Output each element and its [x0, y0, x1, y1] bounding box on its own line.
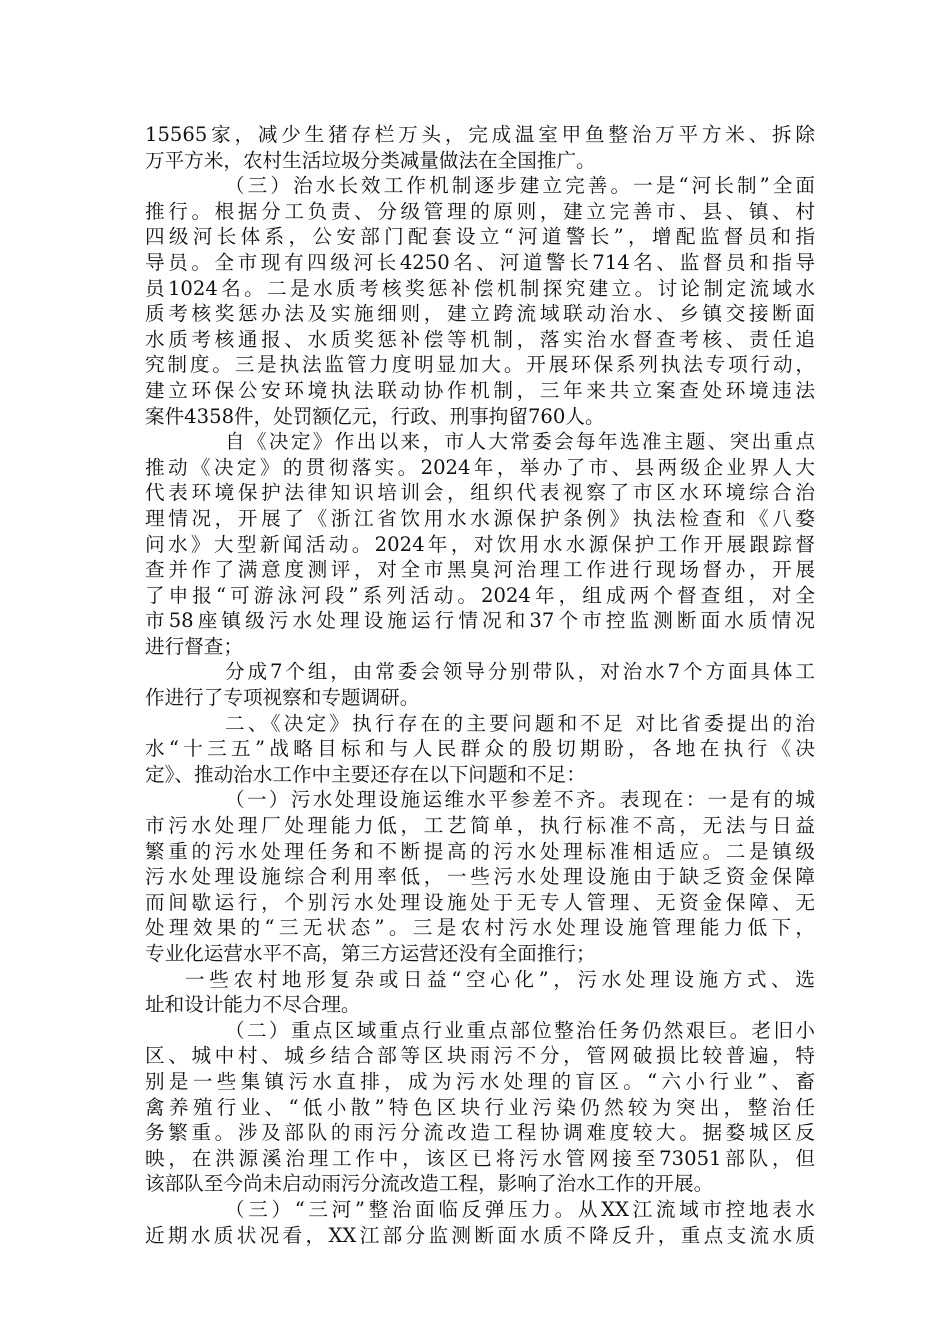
text-line: （一）污水处理设施运维水平参差不齐。表现在：一是有的城: [225, 788, 815, 812]
text-line: 导员。全市现有四级河长4250名、河道警长714名、监督员和指导: [145, 250, 815, 274]
text-line: 了申报“可游泳河段”系列活动。2024年，组成两个督查组，对全: [145, 583, 815, 607]
text-line: （二）重点区域重点行业重点部位整治任务仍然艰巨。老旧小: [225, 1018, 815, 1042]
text-line: 址和设计能力不尽合理。: [145, 993, 361, 1017]
text-line: 推行。根据分工负责、分级管理的原则，建立完善市、县、镇、村: [145, 199, 815, 223]
text-line: 一些农村地形复杂或日益“空心化”，污水处理设施方式、选: [185, 967, 815, 991]
text-line: 禽养殖行业、“低小散”特色区块行业污染仍然较为突出，整治任: [145, 1095, 815, 1119]
text-line: 作进行了专项视察和专题调研。: [145, 686, 420, 710]
text-line: （三）“三河”整治面临反弹压力。从XX江流域市控地表水: [225, 1197, 815, 1221]
text-line: 问水》大型新闻活动。2024年，对饮用水水源保护工作开展跟踪督: [145, 532, 815, 556]
text-line: 市58座镇级污水处理设施运行情况和37个市控监测断面水质情况: [145, 609, 815, 633]
text-line: 万平方米，农村生活垃圾分类减量做法在全国推广。: [145, 148, 596, 172]
text-line: 而间歇运行，个别污水处理设施处于无专人管理、无资金保障、无: [145, 890, 815, 914]
text-line: 质考核奖惩办法及实施细则，建立跨流域联动治水、乡镇交接断面: [145, 302, 815, 326]
text-line: 案件4358件，处罚额亿元，行政、刑事拘留760人。: [145, 404, 605, 428]
text-line: 自《决定》作出以来，市人大常委会每年选准主题、突出重点: [225, 430, 815, 454]
text-line: 区、城中村、城乡结合部等区块雨污不分，管网破损比较普遍，特: [145, 1044, 815, 1068]
text-line: 近期水质状况看，XX江部分监测断面水质不降反升，重点支流水质: [145, 1223, 815, 1247]
text-line: 查并作了满意度测评，对全市黑臭河治理工作进行现场督办，开展: [145, 558, 815, 582]
text-line: 理情况，开展了《浙江省饮用水水源保护条例》执法检查和《八婺: [145, 506, 815, 530]
text-line: 繁重的污水处理任务和不断提高的污水处理标准相适应。二是镇级: [145, 839, 815, 863]
text-line: 处理效果的“三无状态”。三是农村污水处理设施管理能力低下，: [145, 916, 815, 940]
text-line: 水质考核通报、水质奖惩补偿等机制，落实治水督查考核、责任追: [145, 327, 815, 351]
text-line: 专业化运营水平不高，第三方运营还没有全面推行；: [145, 942, 596, 965]
text-line: 15565家，减少生猪存栏万头，完成温室甲鱼整治万平方米、拆除: [145, 123, 815, 146]
text-line: 别是一些集镇污水直排，成为污水处理的盲区。“六小行业”、畜: [145, 1069, 815, 1093]
text-line: 定》、推动治水工作中主要还存在以下问题和不足：: [145, 762, 586, 786]
text-line: 四级河长体系，公安部门配套设立“河道警长”，增配监督员和指: [145, 225, 815, 249]
text-line: 代表环境保护法律知识培训会，组织代表视察了市区水环境综合治: [145, 481, 815, 505]
text-line: 究制度。三是执法监管力度明显加大。开展环保系列执法专项行动，: [145, 353, 815, 377]
text-line: 水“十三五”战略目标和与人民群众的殷切期盼，各地在执行《决: [145, 737, 815, 761]
text-line: 二、《决定》执行存在的主要问题和不足 对比省委提出的治: [225, 711, 815, 735]
text-line: 进行督查；: [145, 634, 243, 658]
text-line: 该部队至今尚未启动雨污分流改造工程，影响了治水工作的开展。: [145, 1172, 714, 1196]
text-line: 务繁重。涉及部队的雨污分流改造工程协调难度较大。据婺城区反: [145, 1121, 815, 1145]
document-page: [145, 122, 815, 1248]
text-line: 分成7个组，由常委会领导分别带队，对治水7个方面具体工: [225, 660, 815, 684]
text-line: 映，在洪源溪治理工作中，该区已将污水管网接至73051部队，但: [145, 1146, 815, 1170]
text-line: 建立环保公安环境执法联动协作机制，三年来共立案查处环境违法: [145, 378, 815, 402]
text-line: 市污水处理厂处理能力低，工艺简单，执行标准不高，无法与日益: [145, 814, 815, 838]
text-line: 员1024名。二是水质考核奖惩补偿机制探究建立。讨论制定流域水: [145, 276, 815, 300]
text-line: （三）治水长效工作机制逐步建立完善。一是“河长制”全面: [225, 174, 815, 198]
text-line: 污水处理设施综合利用率低，一些污水处理设施由于缺乏资金保障: [145, 865, 815, 889]
text-line: 推动《决定》的贯彻落实。2024年，举办了市、县两级企业界人大: [145, 455, 815, 479]
